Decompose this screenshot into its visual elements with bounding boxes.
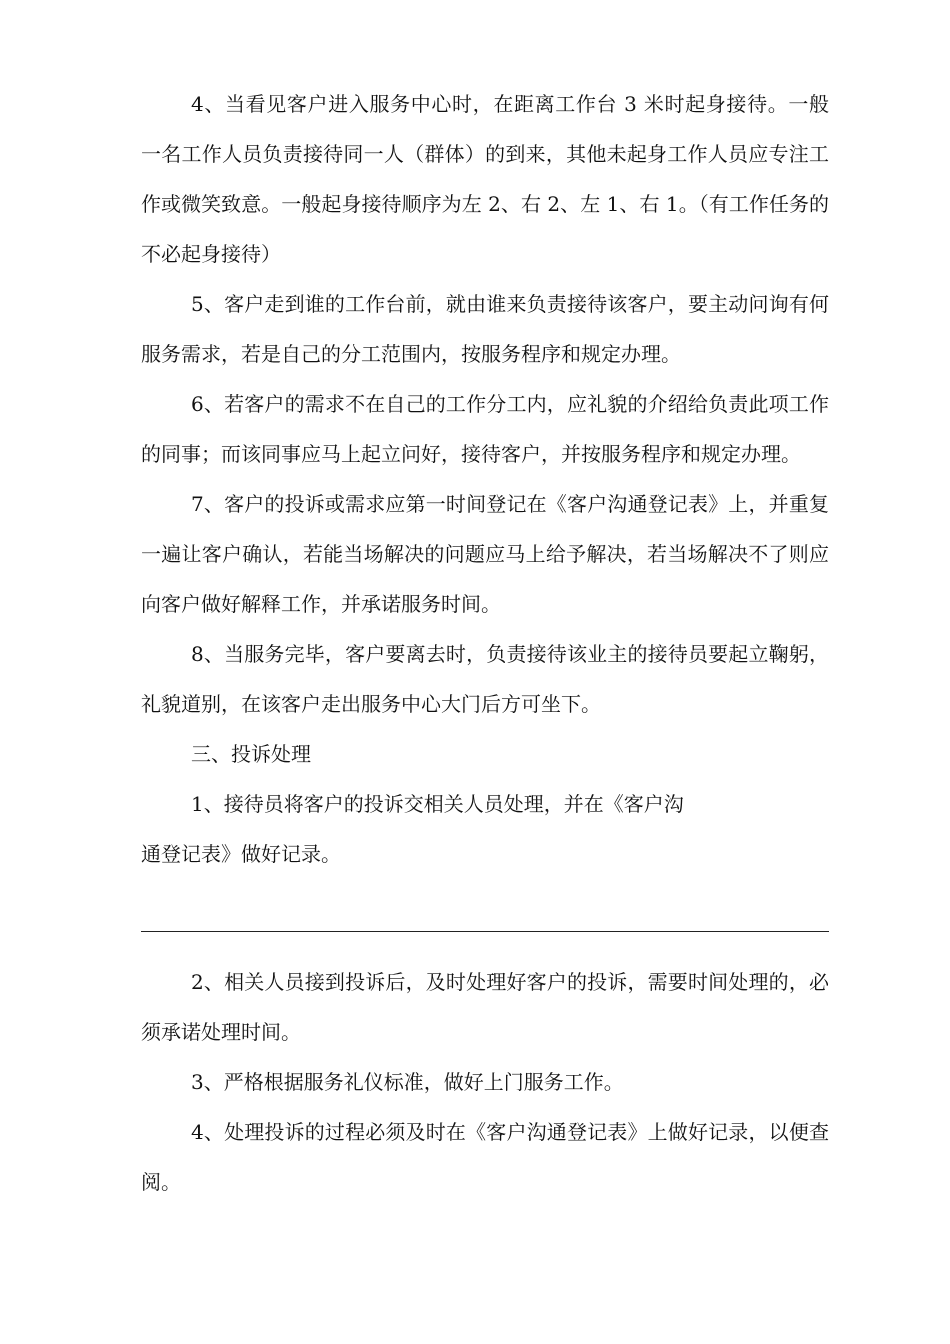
complaint-item-2: 2、相关人员接到投诉后，及时处理好客户的投诉，需要时间处理的，必须承诺处理时间。 <box>141 970 829 1044</box>
document-body-bottom <box>141 957 829 1207</box>
horizontal-divider <box>141 931 829 932</box>
paragraph-item-5: 5、客户走到谁的工作台前，就由谁来负责接待该客户，要主动问询有何服务需求，若是自己的分工范围内，按服务程序和规定办理。 <box>141 292 829 366</box>
complaint-item-1-line1: 1、接待员将客户的投诉交相关人员处理，并在《客户沟 <box>191 792 684 816</box>
paragraph-item-7: 7、客户的投诉或需求应第一时间登记在《客户沟通登记表》上，并重复一遍让客户确认，若能当场解决的问题应马上给予解决，若当场解决不了则应向客户做好解释工作，并承诺服务时间。 <box>141 492 829 616</box>
paragraph-item-6: 6、若客户的需求不在自己的工作分工内，应礼貌的介绍给负责此项工作的同事；而该同事应马上起立问好，接待客户，并按服务程序和规定办理。 <box>141 392 829 466</box>
document-body-top <box>141 79 829 879</box>
complaint-item-1-line2: 通登记表》做好记录。 <box>141 842 341 866</box>
paragraph-item-8: 8、当服务完毕，客户要离去时，负责接待该业主的接待员要起立鞠躬，礼貌道别，在该客户走出服务中心大门后方可坐下。 <box>141 642 829 716</box>
complaint-item-4: 4、处理投诉的过程必须及时在《客户沟通登记表》上做好记录，以便查阅。 <box>141 1120 829 1194</box>
paragraph-item-4: 4、当看见客户进入服务中心时，在距离工作台 3 米时起身接待。一般一名工作人员负责接待同一人（群体）的到来，其他未起身工作人员应专注工作或微笑致意。一般起身接待顺序为左 2、右 2、左 1、右 1。（有工作任务的不必起身接待） <box>141 92 829 266</box>
complaint-item-3: 3、严格根据服务礼仪标准，做好上门服务工作。 <box>191 1070 624 1094</box>
section-heading-complaints: 三、投诉处理 <box>191 742 311 766</box>
